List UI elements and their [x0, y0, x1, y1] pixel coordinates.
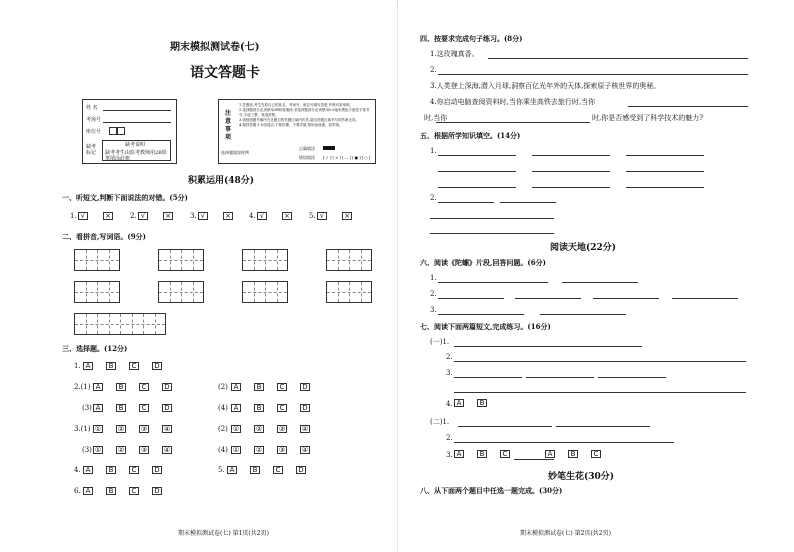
- q6-item-1: 1.: [430, 274, 437, 282]
- q5-answer-line[interactable]: [626, 187, 704, 188]
- word-writing-grid[interactable]: [158, 249, 204, 271]
- q3-choice-option[interactable]: ③: [278, 425, 286, 433]
- q5-answer-line[interactable]: [438, 155, 516, 156]
- q3-choice-option[interactable]: A: [93, 383, 103, 391]
- q3-choice-option[interactable]: ①: [232, 425, 240, 433]
- q4-sentence-4a: 4.你启动电脑查阅资料时,当你乘坐高铁去旅行时,当你: [430, 98, 596, 106]
- q1-false-option[interactable]: ×: [103, 212, 113, 220]
- q3-item-number: 5.: [218, 466, 225, 474]
- q3-item-number: 3.(1): [74, 425, 91, 433]
- q5-answer-line[interactable]: [438, 171, 516, 172]
- q3-choice-option[interactable]: C: [129, 466, 139, 474]
- q4-sentence-4b: 时,当你: [424, 114, 448, 122]
- q7-choice-option[interactable]: A: [454, 399, 464, 407]
- q3-item-number: 6.: [74, 487, 81, 495]
- page-divider: [397, 0, 398, 552]
- q7-title: 七、阅读下面两篇短文,完成练习。(16分): [420, 322, 551, 331]
- q3-choice-option[interactable]: D: [300, 383, 310, 391]
- q3-choice-option[interactable]: B: [106, 466, 116, 474]
- seat-digit-box[interactable]: [109, 127, 117, 135]
- notice-title: 注意事项: [225, 110, 232, 141]
- q3-choice-option[interactable]: D: [162, 383, 172, 391]
- q5-answer-line[interactable]: [532, 171, 610, 172]
- q5-answer-line[interactable]: [430, 233, 554, 234]
- q7-answer-line[interactable]: [454, 377, 522, 378]
- q7-part1-item-1: (一)1.: [430, 338, 450, 346]
- missing-exam-title: 缺考说明: [125, 142, 146, 148]
- q7-choice-option[interactable]: C: [500, 450, 510, 458]
- q1-false-option[interactable]: ×: [342, 212, 352, 220]
- page1-footer: 期末模拟测试卷(七) 第1页(共2页): [178, 530, 269, 537]
- q7-choice-option[interactable]: B: [568, 450, 578, 458]
- q3-choice-option[interactable]: D: [152, 466, 162, 474]
- q3-choice-option[interactable]: ②: [255, 446, 263, 454]
- q3-choice-option[interactable]: ②: [117, 446, 125, 454]
- q3-item-number: 2.(1): [74, 383, 91, 391]
- exam-title: 期末模拟测试卷(七): [170, 42, 260, 53]
- q3-choice-option[interactable]: A: [227, 466, 237, 474]
- name-label: 姓 名: [86, 105, 98, 111]
- notice-item: 3.请按照题号顺序在各题目的答题区域内作答,超出答题区域书写的答案无效。: [239, 118, 359, 122]
- q3-choice-option[interactable]: D: [152, 487, 162, 495]
- q3-choice-option[interactable]: D: [162, 404, 172, 412]
- word-writing-grid[interactable]: [158, 281, 204, 303]
- q4-sentence-3: 3.人类登上深海,潜入月球,洞察百亿光年外的天体,探索原子核世界的奥秘。: [430, 82, 661, 90]
- q5-answer-line[interactable]: [500, 202, 556, 203]
- q7-answer-line[interactable]: [526, 377, 594, 378]
- q3-choice-option[interactable]: ④: [301, 446, 309, 454]
- q3-choice-option[interactable]: A: [93, 404, 103, 412]
- word-writing-grid[interactable]: [242, 281, 288, 303]
- q7-choice-option[interactable]: A: [545, 450, 555, 458]
- seat-label: 座位号: [86, 129, 102, 135]
- q5-answer-line[interactable]: [438, 202, 494, 203]
- q7-answer-line[interactable]: [556, 426, 650, 427]
- q3-choice-option[interactable]: B: [106, 487, 116, 495]
- seat-digit-box[interactable]: [117, 127, 125, 135]
- notice-item: 4.保持答题卡卡面清洁,不要折叠、不要弄破,禁用涂改液、胶带纸。: [239, 123, 343, 127]
- q7-choice-option[interactable]: B: [477, 450, 487, 458]
- q5-answer-line[interactable]: [626, 155, 704, 156]
- q1-true-option[interactable]: √: [317, 212, 327, 220]
- q3-choice-option[interactable]: ③: [140, 425, 148, 433]
- grid-midline: [159, 292, 203, 293]
- q7-answer-line[interactable]: [454, 442, 674, 443]
- q7-part1-item-2: 2.: [446, 353, 453, 361]
- q6-answer-line[interactable]: [562, 282, 638, 283]
- q7-part2-item-3: 3.: [446, 451, 453, 459]
- q7-answer-line[interactable]: [530, 346, 642, 347]
- q3-choice-option[interactable]: ④: [163, 446, 171, 454]
- q6-answer-line[interactable]: [515, 298, 581, 299]
- q6-item-2: 2.: [430, 290, 437, 298]
- q3-choice-option[interactable]: D: [296, 466, 306, 474]
- q4-answer-line-2[interactable]: [438, 74, 748, 75]
- q3-choice-option[interactable]: B: [254, 383, 264, 391]
- q7-answer-line[interactable]: [454, 361, 746, 362]
- q1-false-option[interactable]: ×: [282, 212, 292, 220]
- q3-choice-option[interactable]: C: [277, 404, 287, 412]
- q6-title: 六、阅读《陀螺》片段,回答问题。(6分): [420, 258, 546, 267]
- q1-item-number: 5.: [309, 212, 316, 220]
- q7-choice-option[interactable]: C: [591, 450, 601, 458]
- q3-choice-option[interactable]: C: [139, 383, 149, 391]
- q3-choice-option[interactable]: C: [273, 466, 283, 474]
- q1-false-option[interactable]: ×: [163, 212, 173, 220]
- q3-choice-option[interactable]: ①: [94, 446, 102, 454]
- q7-choice-option[interactable]: B: [477, 399, 487, 407]
- section-reading: 阅读天地(22分): [550, 243, 617, 253]
- q3-item-number: 4.: [74, 466, 81, 474]
- q6-answer-line[interactable]: [672, 298, 738, 299]
- word-writing-grid[interactable]: [242, 249, 288, 271]
- fill-example-label: 选择题填涂样例: [221, 150, 249, 155]
- page2-footer: 期末模拟测试卷(七) 第2页(共2页): [520, 530, 611, 537]
- q7-answer-line[interactable]: [454, 392, 746, 393]
- wrong-fill-samples: [✓][×][—][●][○]: [323, 155, 372, 160]
- word-writing-grid[interactable]: [74, 249, 120, 271]
- word-writing-grid[interactable]: [74, 313, 166, 335]
- q3-choice-option[interactable]: ④: [163, 425, 171, 433]
- q3-item-number: 1.: [74, 362, 81, 370]
- q1-false-option[interactable]: ×: [223, 212, 233, 220]
- q1-item-number: 1.: [70, 212, 77, 220]
- q4-title: 四、按要求完成句子练习。(8分): [420, 34, 523, 43]
- q3-choice-option[interactable]: A: [231, 383, 241, 391]
- grid-midline: [327, 260, 371, 261]
- q5-answer-line[interactable]: [532, 155, 610, 156]
- q4-sentence-1: 1.这玫瑰真香。: [430, 50, 479, 58]
- name-field[interactable]: [103, 110, 171, 111]
- q1-true-option[interactable]: √: [257, 212, 267, 220]
- q3-choice-option[interactable]: B: [254, 404, 264, 412]
- notice-items: [239, 103, 373, 128]
- q3-choice-option[interactable]: A: [83, 487, 93, 495]
- q6-answer-line[interactable]: [593, 298, 659, 299]
- missing-exam-box: [102, 140, 171, 161]
- word-writing-grid[interactable]: [326, 281, 372, 303]
- q6-answer-line[interactable]: [540, 314, 626, 315]
- grid-midline: [243, 292, 287, 293]
- q1-true-option[interactable]: √: [138, 212, 148, 220]
- q4-sentence-4c: 时,你是否感受到了科学技术的魅力?: [592, 114, 703, 122]
- grid-midline: [75, 324, 165, 325]
- q8-title: 八、从下面两个题目中任选一题完成。(30分): [420, 486, 563, 495]
- q3-choice-option[interactable]: A: [83, 466, 93, 474]
- q1-item-number: 3.: [190, 212, 197, 220]
- q5-item-1: 1.: [430, 147, 437, 155]
- q1-true-option[interactable]: √: [78, 212, 88, 220]
- q4-answer-line-4c[interactable]: [470, 122, 590, 123]
- q5-answer-line[interactable]: [532, 187, 610, 188]
- q5-title: 五、根据所学知识填空。(14分): [420, 131, 521, 140]
- q6-item-3: 3.: [430, 306, 437, 314]
- answer-sheet-title: 语文答题卡: [190, 65, 260, 81]
- q3-choice-option[interactable]: ③: [140, 446, 148, 454]
- q7-choice-option[interactable]: A: [454, 450, 464, 458]
- q3-item-number: (3): [82, 446, 92, 454]
- q1-item-number: 2.: [130, 212, 137, 220]
- q3-choice-option[interactable]: A: [83, 362, 93, 370]
- correct-fill-label: 正确填涂: [299, 146, 315, 151]
- q4-answer-line-4a[interactable]: [628, 106, 748, 107]
- q7-part1-item-3: 3.: [446, 369, 453, 377]
- q5-answer-line[interactable]: [438, 187, 516, 188]
- q1-title: 一、听短文,判断下面说法的对错。(5分): [62, 193, 188, 202]
- q6-answer-line[interactable]: [438, 282, 548, 283]
- q3-choice-option[interactable]: B: [250, 466, 260, 474]
- q7-answer-line[interactable]: [598, 377, 666, 378]
- q1-item-number: 4.: [249, 212, 256, 220]
- q7-answer-line[interactable]: [454, 346, 538, 347]
- grid-midline: [159, 260, 203, 261]
- q5-answer-line[interactable]: [626, 171, 704, 172]
- q3-choice-option[interactable]: B: [106, 362, 116, 370]
- q3-item-number: (4): [218, 446, 228, 454]
- q3-choice-option[interactable]: ③: [278, 446, 286, 454]
- q4-sentence-2: 2.: [430, 66, 437, 74]
- q3-choice-option[interactable]: C: [129, 362, 139, 370]
- grid-midline: [75, 292, 119, 293]
- exam-room-label: 考场号: [86, 117, 102, 123]
- q3-choice-option[interactable]: C: [277, 383, 287, 391]
- exam-room-field[interactable]: [103, 122, 171, 123]
- q3-choice-option[interactable]: ①: [232, 446, 240, 454]
- q3-choice-option[interactable]: ②: [117, 425, 125, 433]
- missing-mark-label: 缺考标记: [86, 144, 97, 156]
- q6-answer-line[interactable]: [438, 298, 504, 299]
- q6-answer-line[interactable]: [438, 314, 524, 315]
- q7-part2-item-2: 2.: [446, 434, 453, 442]
- section-accumulation: 积累运用(48分): [188, 176, 255, 186]
- q3-item-number: (4): [218, 404, 228, 412]
- q1-true-option[interactable]: √: [198, 212, 208, 220]
- q7-part2-item-1: (二)1.: [430, 418, 450, 426]
- missing-exam-note: 缺考考生由监考教师用2B铅笔填涂此框: [105, 150, 167, 162]
- section-writing: 妙笔生花(30分): [548, 472, 615, 482]
- q3-choice-option[interactable]: C: [129, 487, 139, 495]
- q2-title: 二、看拼音,写词语。(9分): [62, 232, 146, 241]
- q3-title: 三、选择题。(12分): [62, 344, 128, 353]
- q5-answer-line[interactable]: [430, 218, 554, 219]
- q4-answer-line-1[interactable]: [488, 58, 748, 59]
- q7-answer-line[interactable]: [514, 459, 554, 460]
- q3-choice-option[interactable]: ④: [301, 425, 309, 433]
- q3-choice-option[interactable]: D: [152, 362, 162, 370]
- notice-item: 1.答题前,考生先将自己的姓名、考场号、座位号填写清楚,并核对条形码。: [239, 103, 354, 107]
- student-info-box: [82, 99, 177, 164]
- word-writing-grid[interactable]: [326, 249, 372, 271]
- notice-box: [218, 99, 376, 164]
- notice-item: 2.选择题部分必须使用2B铅笔填涂;非选择题部分必须使用0.5毫米黑色字迹签字笔书写,字迹工整、笔迹清楚。: [239, 108, 370, 117]
- grid-midline: [327, 292, 371, 293]
- q3-choice-option[interactable]: ①: [94, 425, 102, 433]
- q7-part1-item-4: 4.: [446, 400, 453, 408]
- grid-midline: [75, 260, 119, 261]
- q3-choice-option[interactable]: C: [139, 404, 149, 412]
- q7-answer-line[interactable]: [458, 426, 552, 427]
- q3-item-number: (3): [82, 404, 92, 412]
- word-writing-grid[interactable]: [74, 281, 120, 303]
- q3-choice-option[interactable]: D: [300, 404, 310, 412]
- wrong-fill-label: 错误填涂: [299, 155, 315, 160]
- q5-item-2: 2.: [430, 194, 437, 202]
- q3-choice-option[interactable]: B: [116, 383, 126, 391]
- correct-fill-sample: [323, 146, 335, 150]
- q3-item-number: (2): [218, 383, 228, 391]
- q3-choice-option[interactable]: B: [116, 404, 126, 412]
- q3-choice-option[interactable]: ②: [255, 425, 263, 433]
- q3-choice-option[interactable]: A: [231, 404, 241, 412]
- q3-item-number: (2): [218, 425, 228, 433]
- grid-midline: [243, 260, 287, 261]
